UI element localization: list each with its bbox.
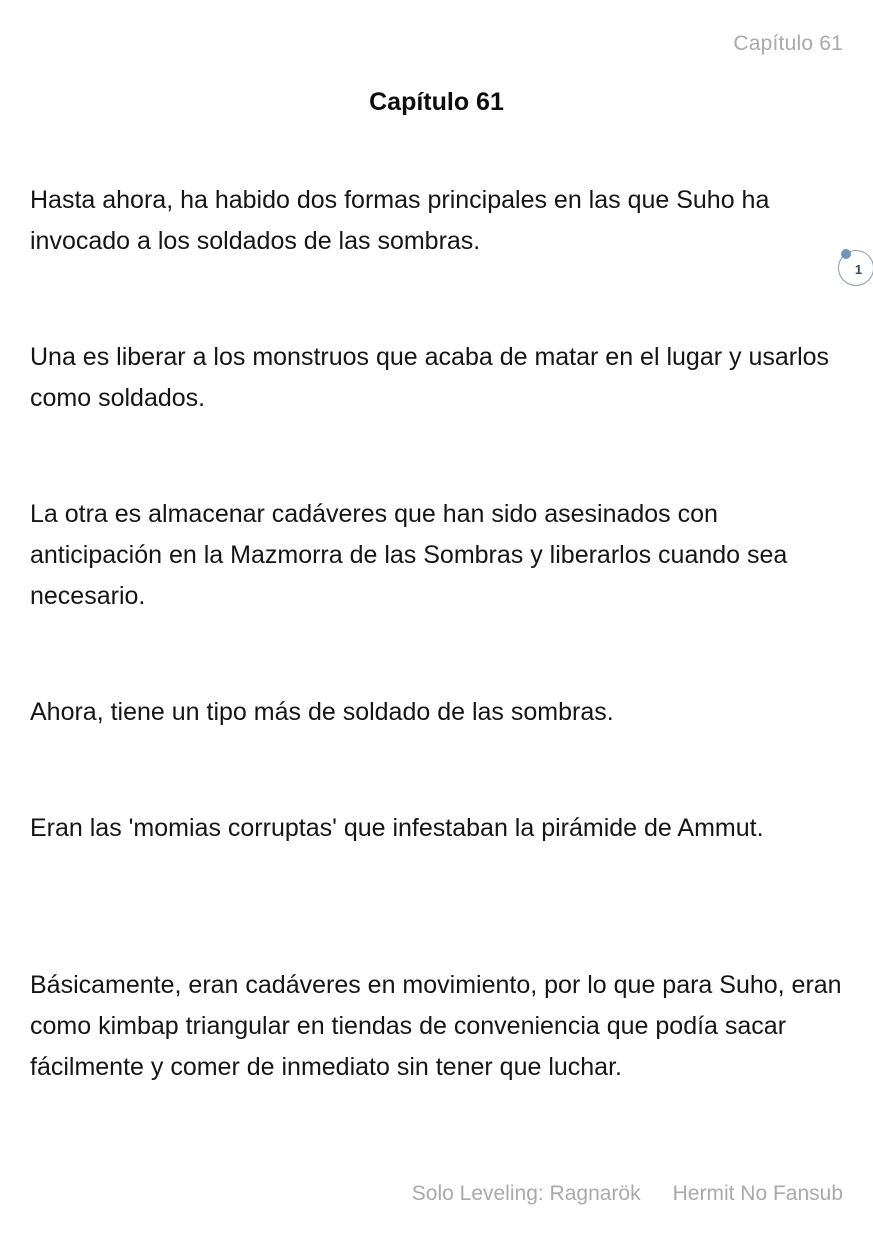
paragraph-1: Hasta ahora, ha habido dos formas principales en las que Suho ha invocado a los soldados de las sombras. (30, 186, 770, 255)
paragraph-2: Una es liberar a los monstruos que acaba de matar en el lugar y usarlos como soldados. (30, 343, 830, 412)
running-footer (412, 1182, 843, 1206)
running-header: Capítulo 61 (733, 32, 843, 55)
chapter-title: Capítulo 61 (369, 88, 504, 116)
footer-translator: Hermit No Fansub (672, 1182, 843, 1205)
paragraph-5: Eran las 'momias corruptas' que infestaban la pirámide de Ammut. (30, 814, 764, 842)
comment-count: 1 (854, 261, 863, 277)
footer-book-title: Solo Leveling: Ragnarök (411, 1182, 641, 1205)
paragraph-3: La otra es almacenar cadáveres que han sido asesinados con anticipación en la Mazmorra de las Sombras y liberarlos cuando sea necesario. (30, 500, 788, 610)
paragraph-6: Básicamente, eran cadáveres en movimiento, por lo que para Suho, eran como kimbap triangular en tiendas de conveniencia que podía sacar fácilmente y comer de inmediato sin tener que luchar. (30, 971, 842, 1081)
comment-bubble-icon (841, 249, 851, 259)
paragraph-4: Ahora, tiene un tipo más de soldado de las sombras. (30, 698, 614, 726)
